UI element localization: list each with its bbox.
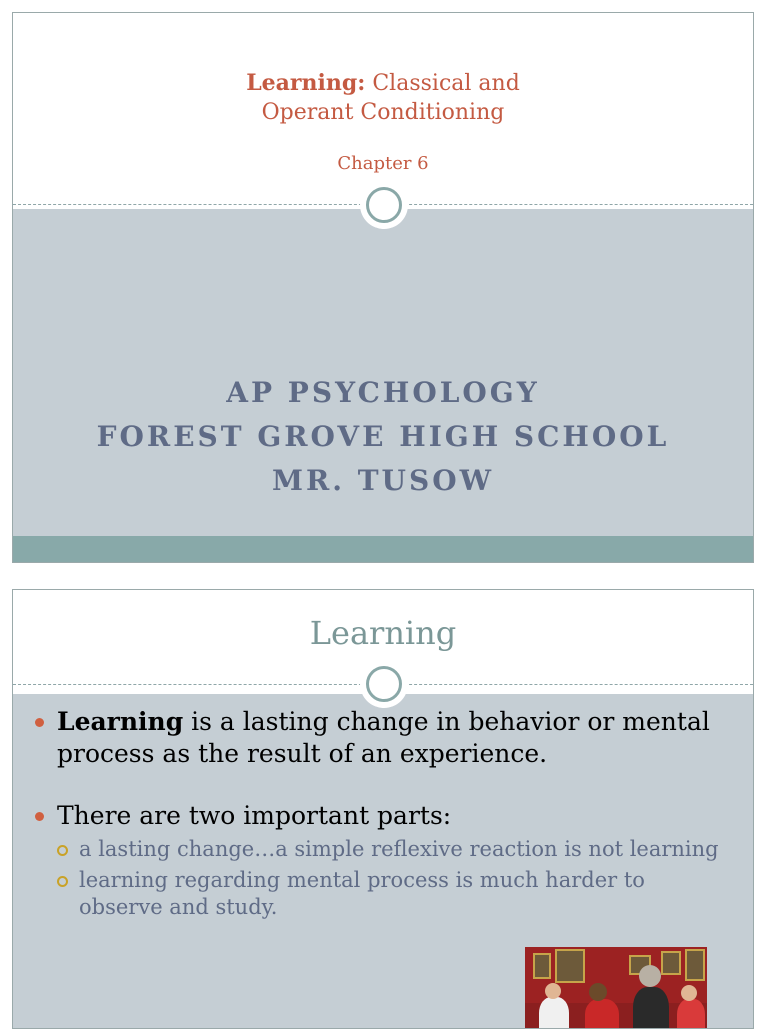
slide-1-subtitle-area xyxy=(13,209,753,536)
divider-ring-icon xyxy=(360,660,408,708)
slide-1-title xyxy=(13,69,753,127)
bullet-list xyxy=(35,706,735,921)
title-rest-text: Classical and xyxy=(365,71,520,96)
chapter-label: Chapter 6 xyxy=(337,153,429,174)
sub-bullet-ring-icon xyxy=(57,845,68,856)
bullet-dot-icon xyxy=(35,812,44,821)
bullet-term: Learning xyxy=(57,707,184,736)
sub-bullet-1 xyxy=(35,836,735,863)
slide-2 xyxy=(12,589,754,1029)
sub-bullet-ring-icon xyxy=(57,876,68,887)
bullet-definition-text: is a lasting change in behavior or mental process as the result of an experience. xyxy=(57,707,710,768)
subtitle-line-school: FOREST GROVE HIGH SCHOOL xyxy=(96,420,670,453)
subtitle-line-teacher: MR. TUSOW xyxy=(271,464,495,497)
slide-1-title-area xyxy=(13,13,753,209)
subtitle-block xyxy=(13,371,753,503)
bullet-parts-text: There are two important parts: xyxy=(57,801,452,830)
bullet-definition xyxy=(35,706,735,770)
title-line-2: Operant Conditioning xyxy=(261,100,505,125)
bullet-parts xyxy=(35,800,735,832)
classroom-photo xyxy=(525,947,707,1029)
sub-bullet-2-text: learning regarding mental process is much harder to observe and study. xyxy=(79,868,645,919)
divider-ring-icon xyxy=(360,181,408,229)
subtitle-line-course: AP PSYCHOLOGY xyxy=(226,376,540,409)
footer-bar xyxy=(13,536,753,563)
sub-bullet-1-text: a lasting change…a simple reflexive reaction is not learning xyxy=(79,837,719,861)
title-bold-text: Learning: xyxy=(246,70,366,96)
sub-bullet-2 xyxy=(35,867,735,921)
slide-1 xyxy=(12,12,754,563)
bullet-dot-icon xyxy=(35,718,44,727)
slide-2-title: Learning xyxy=(309,614,457,652)
